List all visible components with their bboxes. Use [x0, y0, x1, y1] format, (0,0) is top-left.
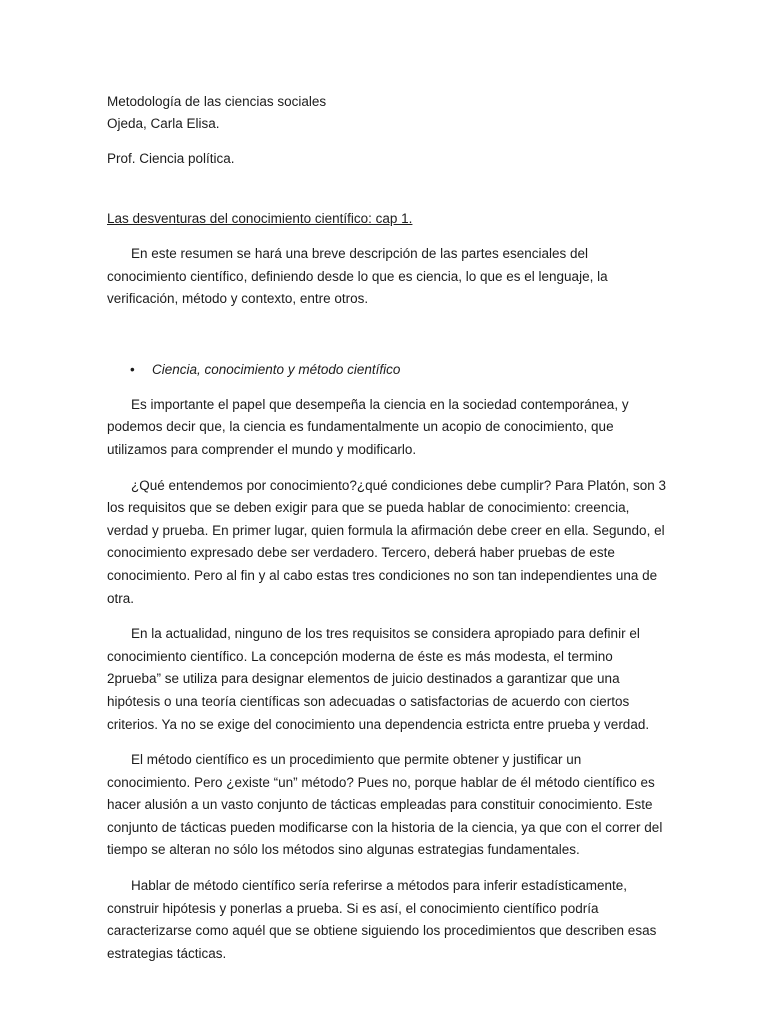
course-name: Metodología de las ciencias sociales	[107, 94, 327, 109]
document-body	[107, 91, 667, 965]
document-title: Las desventuras del conocimiento científico: cap 1.	[107, 211, 413, 226]
section-heading-text: Ciencia, conocimiento y método científico	[152, 361, 401, 377]
body-paragraph: Hablar de método científico sería referirse a métodos para inferir estadísticamente, construir hipótesis y ponerlas a prueba. Si es así, el conocimiento científico podría caracterizarse como aquél que se obtiene siguiendo los procedimientos que describen esas estrategias tácticas.	[107, 878, 657, 961]
body-paragraph: En la actualidad, ninguno de los tres requisitos se considera apropiado para definir el conocimiento científico. La concepción moderna de éste es más modesta, el termino 2prueba” se utiliza para designar elementos de juicio destinados a garantizar que una hipótesis o una teoría científicas son adecuadas o satisfactorias de acuerdo con ciertos criterios. Ya no se exige del conocimiento una dependencia estricta entre prueba y verdad.	[107, 626, 650, 732]
body-paragraph: El método científico es un procedimiento que permite obtener y justificar un conocimiento. Pero ¿existe “un” método? Pues no, porque hablar de él método científico es hacer alusión a un vasto conjunto de tácticas empleadas para constituir conocimiento. Este conjunto de tácticas pueden modificarse con la historia de la ciencia, ya que con el correr del tiempo se alteran no sólo los métodos sino algunas estrategias fundamentales.	[107, 752, 663, 858]
professor-line: Prof. Ciencia política.	[107, 151, 235, 166]
body-paragraph: ¿Qué entendemos por conocimiento?¿qué condiciones debe cumplir? Para Platón, son 3 los requisitos que se deben exigir para que se pueda hablar de conocimiento: creencia, verdad y prueba. En primer lugar, quien formula la afirmación debe creer en ella. Segundo, el conocimiento expresado debe ser verdadero. Tercero, deberá haber pruebas de este conocimiento. Pero al fin y al cabo estas tres condiciones no son tan independientes una de otra.	[107, 477, 667, 606]
author-name: Ojeda, Carla Elisa.	[107, 116, 220, 131]
bullet-icon: •	[130, 361, 135, 377]
section-heading	[107, 359, 667, 381]
body-paragraph: Es importante el papel que desempeña la ciencia en la sociedad contemporánea, y podemos decir que, la ciencia es fundamentalmente un acopio de conocimiento, que utilizamos para comprender el mundo y modificarlo.	[107, 396, 629, 457]
intro-paragraph: En este resumen se hará una breve descripción de las partes esenciales del conocimiento científico, definiendo desde lo que es ciencia, lo que es el lenguaje, la verificación, método y contexto, entre otros.	[107, 246, 608, 307]
